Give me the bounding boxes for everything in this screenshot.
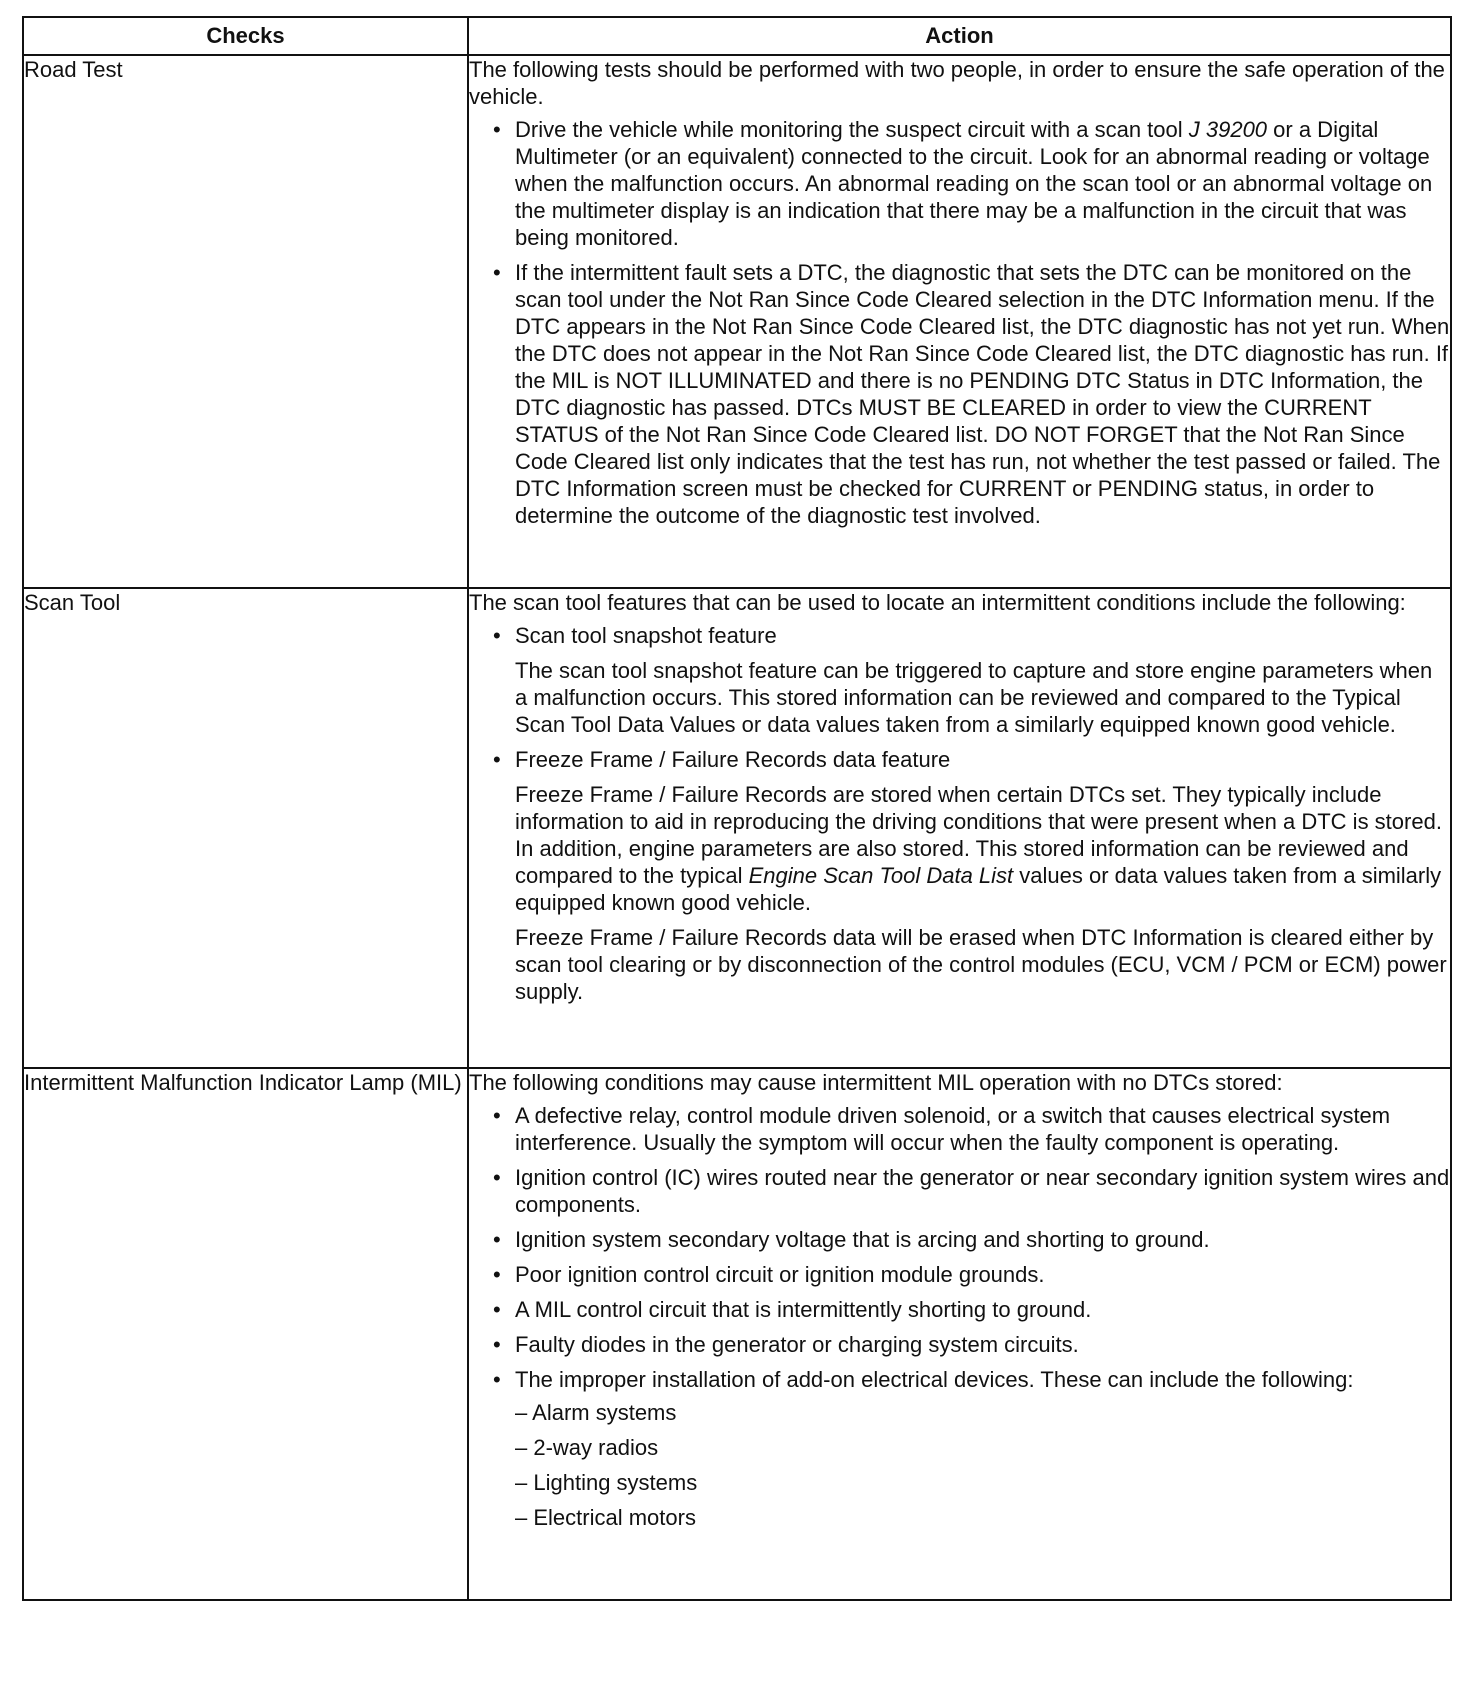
bullet-list [469, 1102, 1450, 1531]
check-label: Intermittent Malfunction Indicator Lamp (MIL) [24, 1070, 462, 1095]
check-cell [23, 588, 468, 1068]
list-item: • Ignition system secondary voltage that is arcing and shorting to ground. [469, 1226, 1450, 1253]
action-cell [468, 55, 1451, 588]
table-row [23, 1068, 1451, 1600]
device-item: – Alarm systems [515, 1399, 1450, 1426]
checks-header: Checks [23, 17, 468, 55]
check-cell [23, 55, 468, 588]
action-cell [468, 588, 1451, 1068]
action-intro: The following conditions may cause intermittent MIL operation with no DTCs stored: [469, 1070, 1283, 1095]
device-item: – 2-way radios [515, 1434, 1450, 1461]
diagnostic-table [22, 16, 1452, 1601]
table-row [23, 55, 1451, 588]
list-item: • A defective relay, control module driven solenoid, or a switch that causes electrical system interference. Usually the symptom will occur when the faulty component is operating. [469, 1102, 1450, 1156]
device-item: – Lighting systems [515, 1469, 1450, 1496]
check-label: Scan Tool [24, 590, 121, 615]
action-intro: The scan tool features that can be used to locate an intermittent conditions include the following: [469, 590, 1406, 615]
bullet-list [469, 746, 1450, 773]
bullet-list [469, 622, 1450, 649]
check-cell [23, 1068, 468, 1600]
list-item: • Poor ignition control circuit or ignition module grounds. [469, 1261, 1450, 1288]
list-item: • Freeze Frame / Failure Records data feature [469, 746, 1450, 773]
action-header: Action [468, 17, 1451, 55]
tool-number: J 39200 [1188, 117, 1268, 142]
list-item: • Scan tool snapshot feature [469, 622, 1450, 649]
list-item: • Ignition control (IC) wires routed near the generator or near secondary ignition system wires and components. [469, 1164, 1450, 1218]
device-item: – Electrical motors [515, 1504, 1450, 1531]
table-row [23, 588, 1451, 1068]
action-cell [468, 1068, 1451, 1600]
check-label: Road Test [24, 57, 123, 82]
list-item: • Drive the vehicle while monitoring the suspect circuit with a scan tool J 39200 or a Digital Multimeter (or an equivalent) connected to the circuit. Look for an abnormal reading or voltage when the malfunction occurs. An abnormal reading on the scan tool or an abnormal voltage on the multimeter display is an indication that there may be a malfunction in the circuit that was being monitored. [469, 116, 1450, 251]
list-item: • A MIL control circuit that is intermittently shorting to ground. [469, 1296, 1450, 1323]
feature-description: Freeze Frame / Failure Records are stored when certain DTCs set. They typically include information to aid in reproducing the driving conditions that were present when a DTC is stored. In addition, engine parameters are also stored. This stored information can be reviewed and compared to the typical Engine Scan Tool Data List values or data values taken from a similarly equipped known good vehicle. [515, 782, 1442, 915]
header-row [23, 17, 1451, 55]
feature-description: The scan tool snapshot feature can be triggered to capture and store engine parameters when a malfunction occurs. This stored information can be reviewed and compared to the Typical Scan Tool Data Values or data values taken from a similarly equipped known good vehicle. [515, 658, 1433, 737]
list-item: • The improper installation of add-on electrical devices. These can include the following: – Alarm systems – 2-way radios – Lighting systems – Electrical motors [469, 1366, 1450, 1531]
bullet-list [469, 116, 1450, 529]
feature-description: Freeze Frame / Failure Records data will be erased when DTC Information is cleared either by scan tool clearing or by disconnection of the control modules (ECU, VCM / PCM or ECM) power supply. [515, 925, 1447, 1004]
action-intro: The following tests should be performed with two people, in order to ensure the safe operation of the vehicle. [469, 57, 1445, 109]
list-item: • If the intermittent fault sets a DTC, the diagnostic that sets the DTC can be monitored on the scan tool under the Not Ran Since Code Cleared selection in the DTC Information menu. If the DTC appears in the Not Ran Since Code Cleared list, the DTC diagnostic has not yet run. When the DTC does not appear in the Not Ran Since Code Cleared list, the DTC diagnostic has run. If the MIL is NOT ILLUMINATED and there is no PENDING DTC Status in DTC Information, the DTC diagnostic has passed. DTCs MUST BE CLEARED in order to view the CURRENT STATUS of the Not Ran Since Code Cleared list. DO NOT FORGET that the Not Ran Since Code Cleared list only indicates that the test has run, not whether the test passed or failed. The DTC Information screen must be checked for CURRENT or PENDING status, in order to determine the outcome of the diagnostic test involved. [469, 259, 1450, 529]
device-list [515, 1399, 1450, 1531]
list-item: • Faulty diodes in the generator or charging system circuits. [469, 1331, 1450, 1358]
